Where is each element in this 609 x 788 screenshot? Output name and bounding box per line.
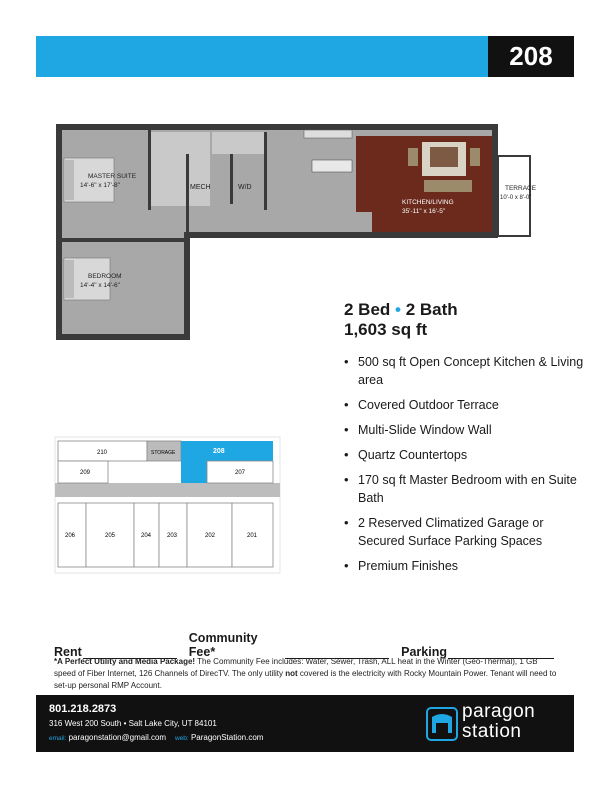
unit-number: 208 [488,36,574,77]
email-link[interactable]: paragonstation@gmail.com [68,733,167,742]
address: 316 West 200 South • Salt Lake City, UT 84101 [49,719,217,728]
room-label-terrace: TERRACE [505,185,537,192]
feature-item: • Premium Finishes [344,557,584,575]
feature-list [344,353,584,582]
site-label-204: 204 [141,533,152,539]
paragon-station-logo [426,701,571,747]
site-label-206: 206 [65,533,76,539]
note-text-1: The Community Fee includes: Water, Sewer, Trash, ALL heat in the Winter (Geo-Thermal), 1 GB speed of Fiber Internet, 126 Channels of DirecTV. The only utility [54,657,538,678]
room-label-master: MASTER SUITE [88,173,137,180]
contact-line [49,733,263,742]
logo-mark-icon [426,707,458,741]
utility-note [54,656,559,692]
web-link[interactable]: ParagonStation.com [190,733,264,742]
site-label-201: 201 [247,533,258,539]
feature-item: • 2 Reserved Climatized Garage or Secured Surface Parking Spaces [344,514,584,550]
area-label: 1,603 sq ft [344,320,428,339]
feature-item: • Multi-Slide Window Wall [344,421,584,439]
site-label-207: 207 [235,470,246,476]
site-label-209: 209 [80,470,91,476]
room-label-wd: W/D [238,184,252,191]
site-label-210: 210 [97,450,108,456]
beds-label: 2 Bed [344,300,391,319]
feature-item: • Quartz Countertops [344,446,584,464]
room-dims-terrace: 10'-0 x 8'-0" [500,195,532,201]
note-not: not [285,669,298,678]
separator-dot: • [395,300,401,319]
note-text-2: covered is the electricity with Rocky Mountain Power. Tenant will need to set-up personal RMP Account. [54,669,557,690]
room-dims-kitchen: 35'-11" x 16'-5" [402,208,446,215]
site-unit-208 [181,441,273,461]
parking-field [401,631,554,659]
feature-item: • 170 sq ft Master Bedroom with en Suite Bath [344,471,584,507]
fee-fields [54,631,554,659]
room-label-mech: MECH [190,184,211,191]
kitchen-island [312,160,352,172]
site-label-storage: STORAGE [151,450,176,456]
header-bar [36,36,488,77]
footer [36,695,574,752]
room-label-kitchen: KITCHEN/LIVING [402,199,454,206]
rent-field [54,631,177,659]
room-dims-master: 14'-6" x 17'-8" [80,182,120,189]
phone-number[interactable]: 801.218.2873 [49,703,117,715]
unit-summary [344,300,458,340]
floor-plan [50,120,537,350]
rent-label: Rent [54,645,82,659]
site-label-203: 203 [167,533,178,539]
site-label-205: 205 [105,533,116,539]
feature-item: • 500 sq ft Open Concept Kitchen & Living area [344,353,584,389]
note-lead: *A Perfect Utility and Media Package! [54,657,196,666]
email-label: email: [49,735,67,742]
community-fee-field [189,631,389,659]
room-dims-bedroom: 14'-4" x 14'-6" [80,282,120,289]
room-label-bedroom: BEDROOM [88,273,122,280]
logo-text-station: station [462,721,522,742]
feature-item: • Covered Outdoor Terrace [344,396,584,414]
site-plan [55,437,305,577]
site-label-202: 202 [205,533,216,539]
community-fee-label: Community Fee* [188,631,258,659]
baths-label: 2 Bath [405,300,458,319]
logo-text-paragon: paragon [462,701,536,722]
site-label-208: 208 [213,448,225,455]
web-label: web: [174,735,189,742]
parking-label: Parking [401,645,447,659]
